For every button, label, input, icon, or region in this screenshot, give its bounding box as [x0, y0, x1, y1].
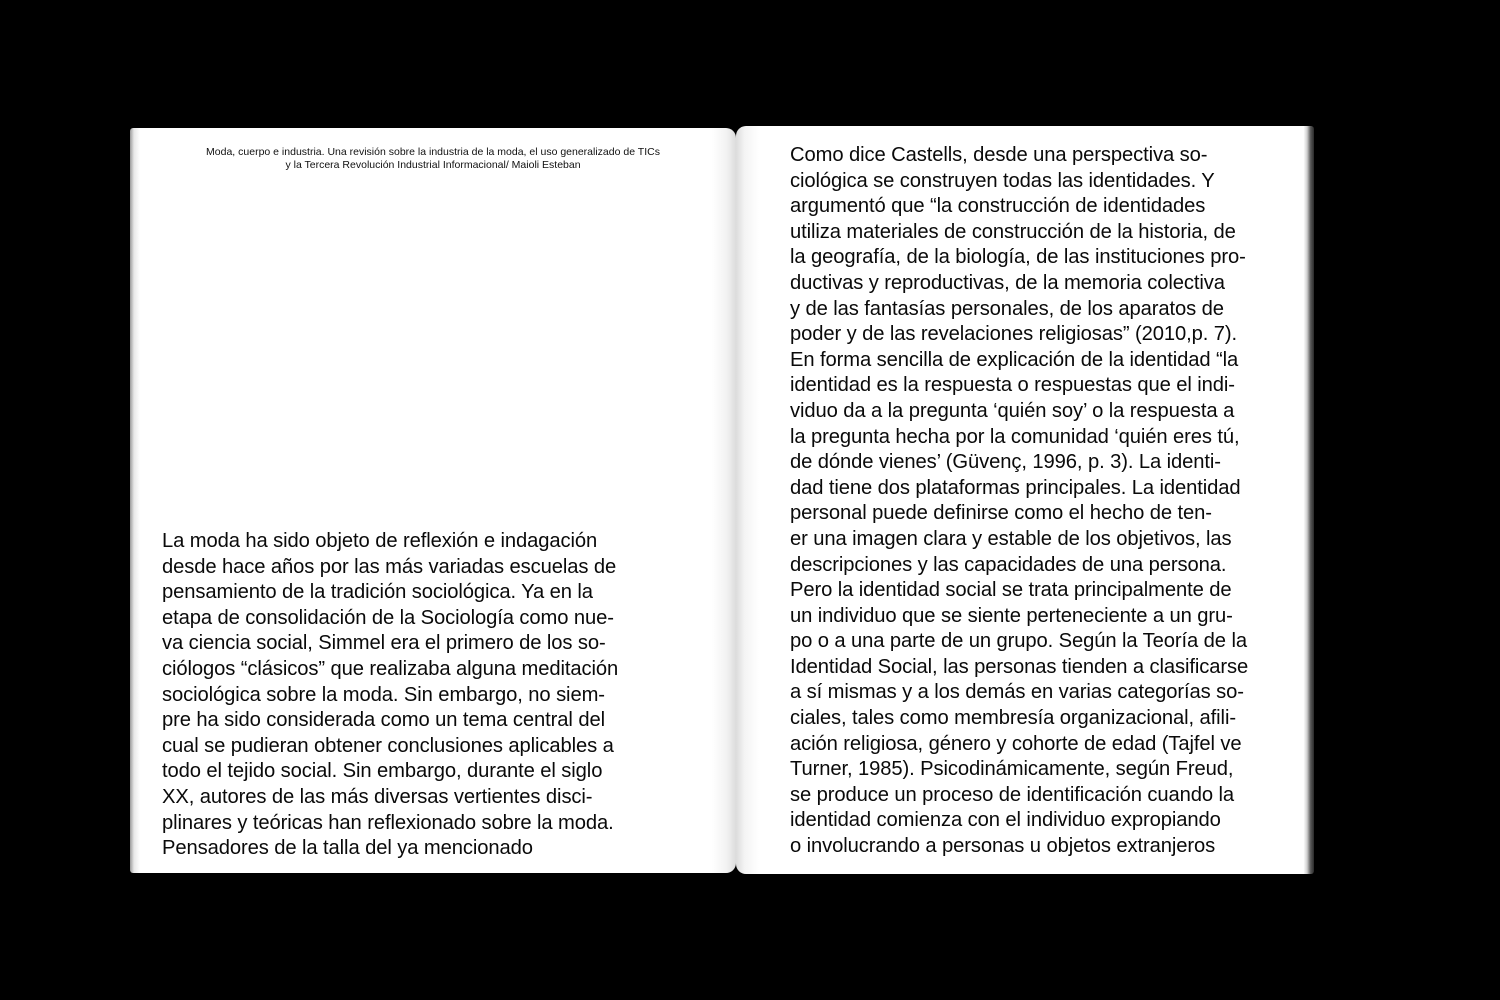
text-line: Pero la identidad social se trata principalmente de: [790, 579, 1232, 602]
text-line: En forma sencilla de explicación de la identidad “la: [790, 348, 1239, 371]
text-line: pensamiento de la tradición sociológica. Ya en la: [162, 581, 593, 604]
text-line: identidad comienza con el individuo expropiando: [790, 809, 1221, 832]
text-line: ciólogos “clásicos” que realizaba alguna meditación: [162, 657, 619, 680]
left-page: [130, 128, 736, 873]
text-line: a sí mismas y a los demás en varias categorías so-: [790, 681, 1244, 704]
text-line: desde hace años por las más variadas escuelas de: [162, 555, 617, 578]
header-line-2: y la Tercera Revolución Industrial Informacional/ Maioli Esteban: [285, 159, 581, 171]
text-line: ciológica se construyen todas las identidades. Y: [790, 169, 1215, 192]
text-line: Identidad Social, las personas tienden a clasificarse: [790, 655, 1249, 678]
text-line: y de las fantasías personales, de los aparatos de: [790, 297, 1224, 320]
running-header: [150, 146, 716, 172]
text-line: viduo da a la pregunta ‘quién soy’ o la respuesta a: [790, 399, 1235, 422]
text-line: plinares y teóricas han reflexionado sobre la moda.: [162, 811, 614, 834]
text-line: ciales, tales como membresía organizacional, afili-: [790, 707, 1236, 730]
text-line: va ciencia social, Simmel era el primero de los so-: [162, 632, 606, 655]
text-line: argumentó que “la construcción de identidades: [790, 195, 1206, 218]
text-line: ación religiosa, género y cohorte de edad (Tajfel ve: [790, 732, 1242, 755]
text-line: poder y de las revelaciones religiosas” (2010,p. 7).: [790, 323, 1238, 346]
text-line: personal puede definirse como el hecho de ten-: [790, 502, 1212, 525]
text-line: se produce un proceso de identificación cuando la: [790, 783, 1235, 806]
text-line: la pregunta hecha por la comunidad ‘quién eres tú,: [790, 425, 1240, 448]
text-line: la geografía, de la biología, de las instituciones pro-: [790, 246, 1246, 269]
text-line: ductivas y reproductivas, de la memoria colectiva: [790, 271, 1225, 294]
text-line: utiliza materiales de construcción de la historia, de: [790, 220, 1236, 243]
text-line: etapa de consolidación de la Sociología como nue-: [162, 606, 614, 629]
text-line: Pensadores de la talla del ya mencionado: [162, 837, 533, 860]
left-body-text: [162, 529, 618, 862]
right-page: [736, 126, 1314, 874]
text-line: er una imagen clara y estable de los objetivos, las: [790, 527, 1232, 550]
header-line-1: Moda, cuerpo e industria. Una revisión sobre la industria de la moda, el uso generalizado de TICs: [206, 146, 660, 158]
text-line: cual se pudieran obtener conclusiones aplicables a: [162, 734, 614, 757]
text-line: po o a una parte de un grupo. Según la Teoría de la: [790, 630, 1247, 653]
text-line: sociológica sobre la moda. Sin embargo, no siem-: [162, 683, 605, 706]
text-line: La moda ha sido objeto de reflexión e indagación: [162, 530, 598, 552]
text-line: un individuo que se siente perteneciente a un gru-: [790, 604, 1233, 627]
text-line: o involucrando a personas u objetos extranjeros: [790, 835, 1216, 858]
text-line: dad tiene dos plataformas principales. La identidad: [790, 476, 1241, 499]
text-line: descripciones y las capacidades de una persona.: [790, 553, 1227, 576]
text-line: Turner, 1985). Psicodinámicamente, según Freud,: [790, 758, 1234, 781]
text-line: todo el tejido social. Sin embargo, durante el siglo: [162, 760, 603, 783]
right-body-text: [790, 143, 1248, 860]
text-line: Como dice Castells, desde una perspectiva so-: [790, 144, 1208, 166]
text-line: de dónde vienes’ (Güvenç, 1996, p. 3). La identi-: [790, 451, 1221, 474]
text-line: XX, autores de las más diversas vertientes disci-: [162, 785, 593, 808]
text-line: identidad es la respuesta o respuestas que el indi-: [790, 374, 1235, 397]
text-line: pre ha sido considerada como un tema central del: [162, 709, 605, 732]
